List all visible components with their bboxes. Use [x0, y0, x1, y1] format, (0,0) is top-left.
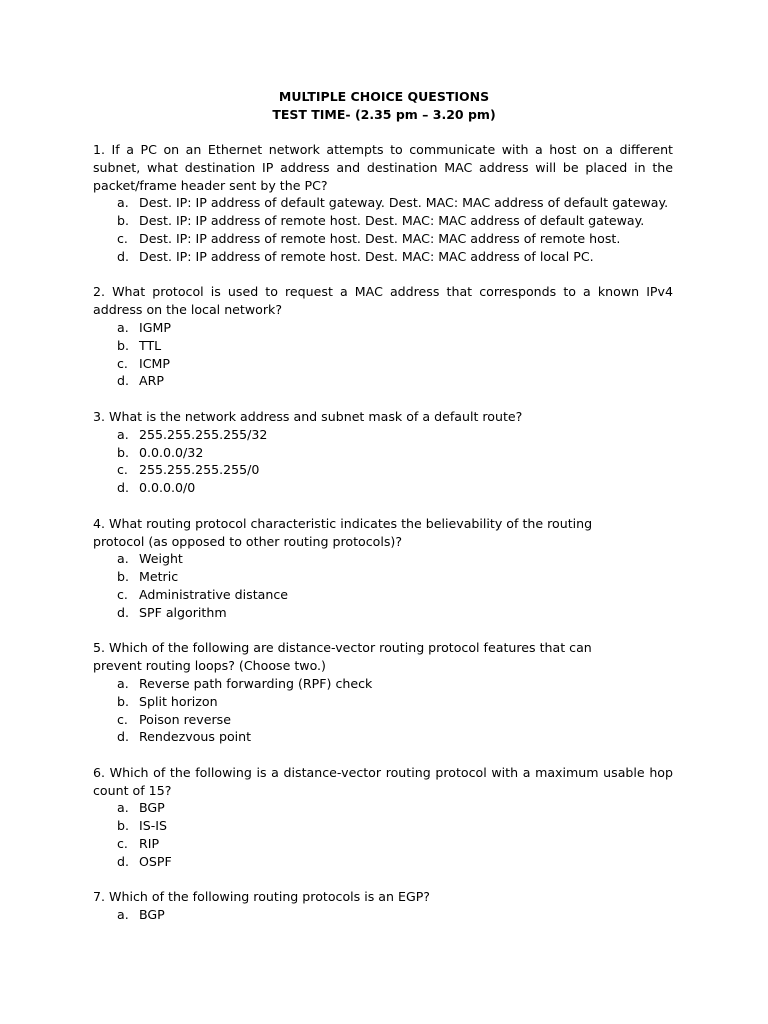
- question-text: [93, 515, 673, 551]
- question-3: [93, 408, 673, 497]
- option-c: [93, 586, 673, 604]
- option-a: [93, 906, 673, 924]
- option-letter: d.: [117, 248, 129, 264]
- option-letter: d.: [117, 373, 129, 389]
- option-c: [93, 230, 673, 248]
- option-d: [93, 248, 673, 266]
- option-c: [93, 355, 673, 373]
- options-list: [93, 799, 673, 870]
- question-text-line-2: prevent routing loops? (Choose two.): [93, 658, 326, 674]
- option-d: [93, 479, 673, 497]
- option-text: 0.0.0.0/32: [139, 444, 204, 460]
- option-letter: d.: [117, 604, 129, 620]
- option-text: Dest. IP: IP address of remote host. Dest. MAC: MAC address of remote host.: [139, 230, 621, 246]
- option-text: Weight: [139, 551, 183, 567]
- question-1: [93, 141, 673, 266]
- option-letter: c.: [117, 355, 128, 371]
- options-list: [93, 675, 673, 746]
- options-list: [93, 194, 673, 265]
- question-text: 6. Which of the following is a distance-vector routing protocol with a maximum usable hop count of 15?: [93, 764, 673, 798]
- option-letter: d.: [117, 480, 129, 496]
- title-block: [0, 88, 768, 124]
- question-text: [93, 639, 673, 675]
- option-text: Reverse path forwarding (RPF) check: [139, 675, 373, 691]
- option-text: Split horizon: [139, 693, 218, 709]
- option-a: [93, 194, 673, 212]
- question-text: 1. If a PC on an Ethernet network attempts to communicate with a host on a different subnet, what destination IP address and destination MAC address will be placed in the packet/frame header sent by the PC?: [93, 142, 673, 193]
- option-b: [93, 693, 673, 711]
- option-text: IGMP: [139, 319, 171, 335]
- option-letter: b.: [117, 818, 129, 834]
- option-letter: d.: [117, 729, 129, 745]
- question-7: [93, 888, 673, 924]
- option-d: [93, 372, 673, 390]
- option-text: Dest. IP: IP address of remote host. Dest. MAC: MAC address of local PC.: [139, 248, 594, 264]
- page-title: MULTIPLE CHOICE QUESTIONS: [278, 89, 490, 104]
- options-list: [93, 426, 673, 497]
- option-letter: b.: [117, 444, 129, 460]
- option-letter: a.: [117, 195, 129, 211]
- option-c: [93, 461, 673, 479]
- option-letter: a.: [117, 551, 129, 567]
- options-list: [93, 906, 673, 924]
- option-text: SPF algorithm: [139, 604, 227, 620]
- option-a: [93, 675, 673, 693]
- question-text-line-1: 5. Which of the following are distance-vector routing protocol features that can: [93, 640, 592, 656]
- question-text-line-1: 4. What routing protocol characteristic indicates the believability of the routing: [93, 515, 593, 531]
- option-a: [93, 550, 673, 568]
- option-a: [93, 426, 673, 444]
- option-a: [93, 319, 673, 337]
- option-text: OSPF: [139, 853, 172, 869]
- option-b: [93, 337, 673, 355]
- option-text: Dest. IP: IP address of remote host. Dest. MAC: MAC address of default gateway.: [139, 213, 645, 229]
- option-a: [93, 799, 673, 817]
- option-b: [93, 817, 673, 835]
- option-text: Metric: [139, 569, 179, 585]
- option-d: [93, 604, 673, 622]
- option-text: 255.255.255.255/32: [139, 426, 268, 442]
- option-text: 255.255.255.255/0: [139, 462, 260, 478]
- options-list: [93, 550, 673, 621]
- option-letter: c.: [117, 711, 128, 727]
- option-letter: b.: [117, 337, 129, 353]
- option-letter: c.: [117, 462, 128, 478]
- option-letter: b.: [117, 569, 129, 585]
- option-text: RIP: [139, 836, 160, 852]
- option-letter: a.: [117, 675, 129, 691]
- option-letter: a.: [117, 426, 129, 442]
- question-6: [93, 764, 673, 871]
- option-text: Dest. IP: IP address of default gateway. Dest. MAC: MAC address of default gateway.: [139, 195, 669, 211]
- option-text: ICMP: [139, 355, 170, 371]
- question-text: 7. Which of the following routing protocols is an EGP?: [93, 889, 430, 905]
- question-5: [93, 639, 673, 746]
- option-text: BGP: [139, 907, 165, 923]
- question-text-line-2: protocol (as opposed to other routing protocols)?: [93, 533, 403, 549]
- option-text: Rendezvous point: [139, 729, 252, 745]
- option-text: TTL: [139, 337, 162, 353]
- option-text: BGP: [139, 800, 165, 816]
- option-letter: c.: [117, 230, 128, 246]
- option-letter: b.: [117, 693, 129, 709]
- option-letter: a.: [117, 907, 129, 923]
- option-text: ARP: [139, 373, 164, 389]
- question-text: 3. What is the network address and subnet mask of a default route?: [93, 408, 523, 424]
- option-b: [93, 212, 673, 230]
- option-letter: c.: [117, 836, 128, 852]
- question-4: [93, 515, 673, 622]
- option-d: [93, 728, 673, 746]
- option-c: [93, 711, 673, 729]
- option-letter: c.: [117, 586, 128, 602]
- option-c: [93, 835, 673, 853]
- option-letter: a.: [117, 800, 129, 816]
- option-b: [93, 568, 673, 586]
- option-text: 0.0.0.0/0: [139, 480, 196, 496]
- test-time: TEST TIME- (2.35 pm – 3.20 pm): [272, 107, 496, 122]
- option-b: [93, 444, 673, 462]
- option-d: [93, 853, 673, 871]
- option-letter: d.: [117, 853, 129, 869]
- question-2: [93, 283, 673, 390]
- question-text: 2. What protocol is used to request a MAC address that corresponds to a known IPv4 address on the local network?: [93, 284, 673, 318]
- option-text: IS-IS: [139, 818, 167, 834]
- option-text: Administrative distance: [139, 586, 289, 602]
- options-list: [93, 319, 673, 390]
- option-letter: b.: [117, 213, 129, 229]
- option-letter: a.: [117, 319, 129, 335]
- option-text: Poison reverse: [139, 711, 231, 727]
- question-list: [93, 141, 673, 942]
